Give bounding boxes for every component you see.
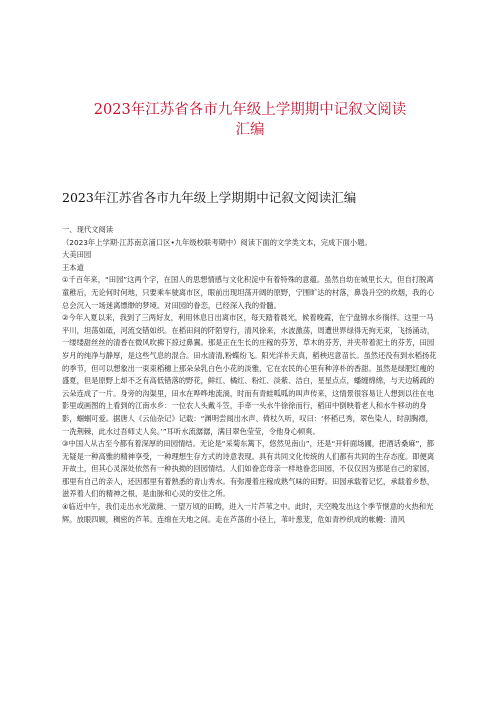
article-title: 大美田园 (62, 250, 92, 260)
section-heading: 一、现代文阅读 (62, 225, 114, 234)
paragraph-4: ④临近中午，我们走出水光潋滟、一望万顷的田畴，进入一片芦苇之中。此时，天空晚发出这个季节惬意的火热和光辉。放眼四顾，稠密的芦苇。连绵在天地之间。走在芦荡的小径上，苇叶葱茏，危如青纱织成的帐幔：清风 (62, 502, 434, 524)
document-body (62, 224, 440, 526)
cover-title (60, 100, 440, 140)
article-author: 王本道 (62, 262, 84, 272)
paragraph-1: ①千百年来，“田园”这两个字，在国人的思想情感与文化积淀中有着特殊的意蕴。虽然自幼在城里长大，但自打脱离童稚后，无论何时何地，只要乘车驶离市区，眼前出现坦荡开阔的原野，宁围旷达的村落，鼻袅升空的炊烟，我的心总会沉入一场迷离缥缈的梦境。对田园的眷恋，已经深入我的骨髓。 (62, 275, 435, 310)
paragraph-3: ③中国人从古至今都有着深厚的田园情结。无论是“采菊东篱下，悠然见南山”，还是“开轩面场圃，把酒话桑麻”，都无疑是一种高雅的精神享受，一种理想生存方式的诗意表现。具有共同文化传统的人们都有共同的生存态度。即便离开故土，但其心灵深处依然有一种执拗的回园情结。人们如眷恋母亲一样地眷恋田园，不仅仅因为那是自己的家园，那里有自己的亲人，还因那里有着熟悉的青山秀水。有弥漫着庄稼成熟气味的田野。田园承载着记忆，承载着乡愁，滋养着人们的精神之根，是血脉和心灵的安住之所。 (62, 439, 435, 499)
cover-title-line2: 汇编 (235, 122, 265, 138)
question-source: （2023年上学期·江苏南京浦口区•九年级校联考期中）阅读下面的文学类文本，完成下面小题。 (62, 237, 372, 247)
document-title: 2023年江苏省各市九年级上学期期中记叙文阅读汇编 (62, 190, 357, 205)
paragraph-2: ②今年入夏以来，我到了三两好友，利用休息日出离市区，每天踏着晨光，候着晚霞，在宁盘锦水乡徜徉。这里一马平川，坦荡如砥，河流交错如织。在稻田间的阡陌穿行，清风徐来，水波激荡，周遭世界绿得无拘无束，飞扬涌动，一缕缕甜丝丝的清香在微风吹拂下掠过鼻翼。那是正在生长的庄稼的芬芳，草木的芬芳，并夹带着泥土的芬芳，田园岁月的纯净与静厚，是这些气息的混合。田水清清,粉蝶纷飞。阳光洋朴天真，稻秧迟意苗长。虽然还没有到水稻扬花的季节，但可以想象出一束束稻穗上那朵朵乳白色小花的淡雅，它在农民的心里有种淳朴的香甜。虽然是绿肥红瘦的盛夏，但是原野上却不乏有高低错落的野花，鲜红、橘红、粉红、淡紫、洁白，星星点点，蟠缠绵绵，与天边稀疏的云朵连成了一片。身旁的沟渠里，田水在哗哗地流淌，时而有青蛙呱呱的叫声传来，这情景很容易让人想到以往在电影里或画图的上看到的江南水乡：一位农人头戴斗笠，手牵一头水牛徐徐而行，稻田中倒映着老人和水牛移动的身影，蝈蝈可爱。据唐人《云仙杂记》记载：“渊明尝闻出水声、倚杖久听，叹曰：‘杯稻已秀，翠色染人，时剖胸襟，一洗荆棘，此水过吾师丈人矣。’”耳听水流潺潺，满目翠色莹莹，令他身心顿爽。 (62, 313, 437, 436)
cover-title-line1: 2023年江苏省各市九年级上学期期中记叙文阅读 (93, 102, 407, 118)
